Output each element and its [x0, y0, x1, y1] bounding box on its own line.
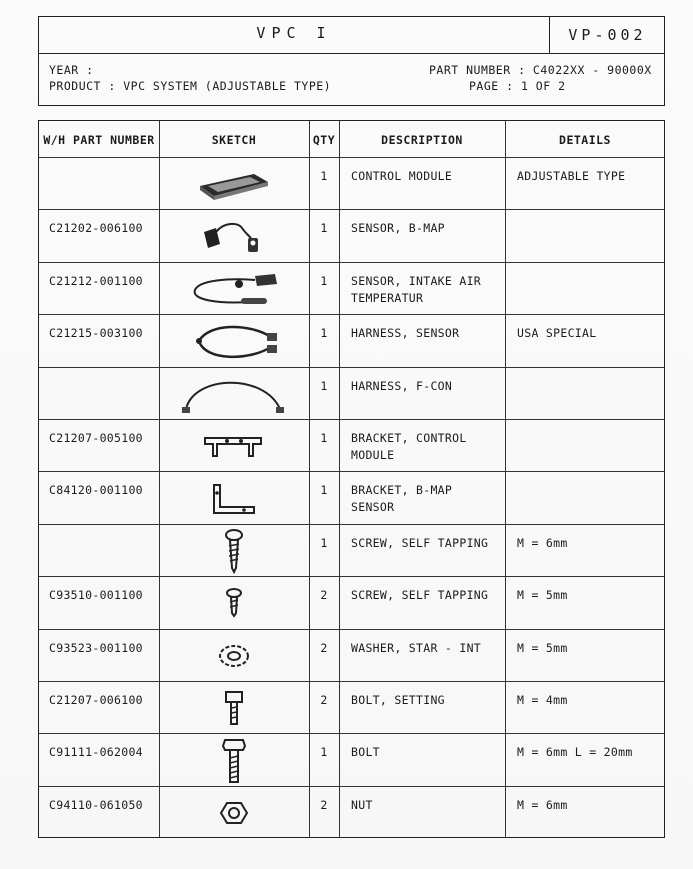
header-title-bar — [39, 17, 664, 54]
description-cell: BRACKET, CONTROL — [351, 431, 467, 445]
column-header-details: DETAILS — [559, 133, 611, 147]
part-number-cell: C21215-003100 — [49, 326, 143, 341]
sensor-harness-icon — [161, 317, 307, 365]
qty-cell: 1 — [320, 273, 328, 288]
part-number-cell: C93510-001100 — [49, 588, 143, 603]
part-number-cell: C21212-001100 — [49, 273, 143, 288]
column-header-part-number: W/H PART NUMBER — [43, 133, 155, 147]
setting-bolt-icon — [161, 684, 307, 732]
page-indicator: PAGE : 1 OF 2 — [469, 79, 566, 93]
description-cell: SENSOR, INTAKE AIR — [351, 273, 482, 288]
b-map-bracket-icon — [161, 474, 307, 522]
description-cell: BRACKET, B-MAP — [351, 483, 453, 498]
document-header — [38, 16, 665, 106]
details-cell: ADJUSTABLE TYPE — [517, 169, 626, 183]
table-row — [39, 472, 664, 524]
description-cell: BOLT — [351, 745, 380, 760]
details-cell: M = 6mm — [517, 797, 568, 812]
part-number-cell: C21207-006100 — [49, 693, 143, 707]
table-row — [39, 368, 664, 420]
details-cell: M = 6mm L = 20mm — [517, 745, 633, 760]
table-row — [39, 682, 664, 734]
intake-air-sensor-icon — [161, 265, 307, 313]
details-cell: M = 4mm — [517, 693, 568, 707]
description-cell: HARNESS, F-CON — [351, 378, 453, 393]
description-line2-cell: MODULE — [351, 448, 395, 462]
part-number-label: PART NUMBER : C4022XX - 90000X — [429, 63, 652, 77]
part-number-cell: C84120-001100 — [49, 483, 143, 498]
table-row — [39, 158, 664, 210]
part-number-cell: C21207-005100 — [49, 431, 143, 445]
table-header-row — [39, 121, 664, 158]
description-line2-cell: TEMPERATUR — [351, 290, 424, 305]
qty-cell: 1 — [320, 483, 328, 498]
document-title: VPC I — [256, 24, 332, 42]
qty-cell: 1 — [320, 326, 328, 341]
table-row — [39, 787, 664, 839]
table-row — [39, 525, 664, 577]
qty-cell: 1 — [320, 221, 328, 236]
product-label: PRODUCT : VPC SYSTEM (ADJUSTABLE TYPE) — [49, 79, 332, 93]
qty-cell: 1 — [320, 169, 328, 183]
table-row — [39, 315, 664, 367]
column-header-description: DESCRIPTION — [381, 133, 463, 147]
part-number-cell: C93523-001100 — [49, 640, 143, 655]
control-bracket-icon — [161, 422, 307, 470]
qty-cell: 2 — [320, 693, 328, 707]
table-row — [39, 734, 664, 786]
fcon-harness-icon — [161, 370, 307, 418]
part-number-cell: C21202-006100 — [49, 221, 143, 236]
column-header-qty: QTY — [312, 133, 336, 147]
description-cell: SCREW, SELF TAPPING — [351, 588, 489, 603]
short-screw-icon — [161, 579, 307, 627]
details-cell: USA SPECIAL — [517, 326, 597, 341]
parts-table — [38, 120, 665, 838]
table-row — [39, 263, 664, 315]
qty-cell: 1 — [320, 745, 328, 760]
description-cell: CONTROL MODULE — [351, 169, 453, 183]
hex-bolt-icon — [161, 736, 307, 784]
description-cell: SCREW, SELF TAPPING — [351, 535, 489, 550]
qty-cell: 2 — [320, 640, 328, 655]
qty-cell: 1 — [320, 431, 328, 445]
hex-nut-icon — [161, 789, 307, 837]
qty-cell: 2 — [320, 797, 328, 812]
long-screw-icon — [161, 527, 307, 575]
qty-cell: 2 — [320, 588, 328, 603]
year-label: YEAR : — [49, 63, 94, 77]
description-line2-cell: SENSOR — [351, 500, 395, 515]
table-row — [39, 210, 664, 262]
description-cell: WASHER, STAR - INT — [351, 640, 482, 655]
description-cell: NUT — [351, 797, 373, 812]
details-cell: M = 6mm — [517, 535, 568, 550]
control-module-icon — [161, 160, 307, 208]
part-number-cell: C91111-062004 — [49, 745, 143, 760]
description-cell: HARNESS, SENSOR — [351, 326, 460, 341]
document-code: VP-002 — [549, 17, 665, 53]
qty-cell: 1 — [320, 535, 328, 550]
description-cell: SENSOR, B-MAP — [351, 221, 445, 236]
description-cell: BOLT, SETTING — [351, 693, 445, 707]
column-header-sketch: SKETCH — [211, 133, 257, 147]
table-row — [39, 420, 664, 472]
b-map-sensor-icon — [161, 212, 307, 260]
details-cell: M = 5mm — [517, 640, 568, 655]
details-cell: M = 5mm — [517, 588, 568, 603]
qty-cell: 1 — [320, 378, 328, 393]
star-washer-icon — [161, 632, 307, 680]
part-number-cell: C94110-061050 — [49, 797, 143, 812]
table-row — [39, 630, 664, 682]
table-row — [39, 577, 664, 629]
